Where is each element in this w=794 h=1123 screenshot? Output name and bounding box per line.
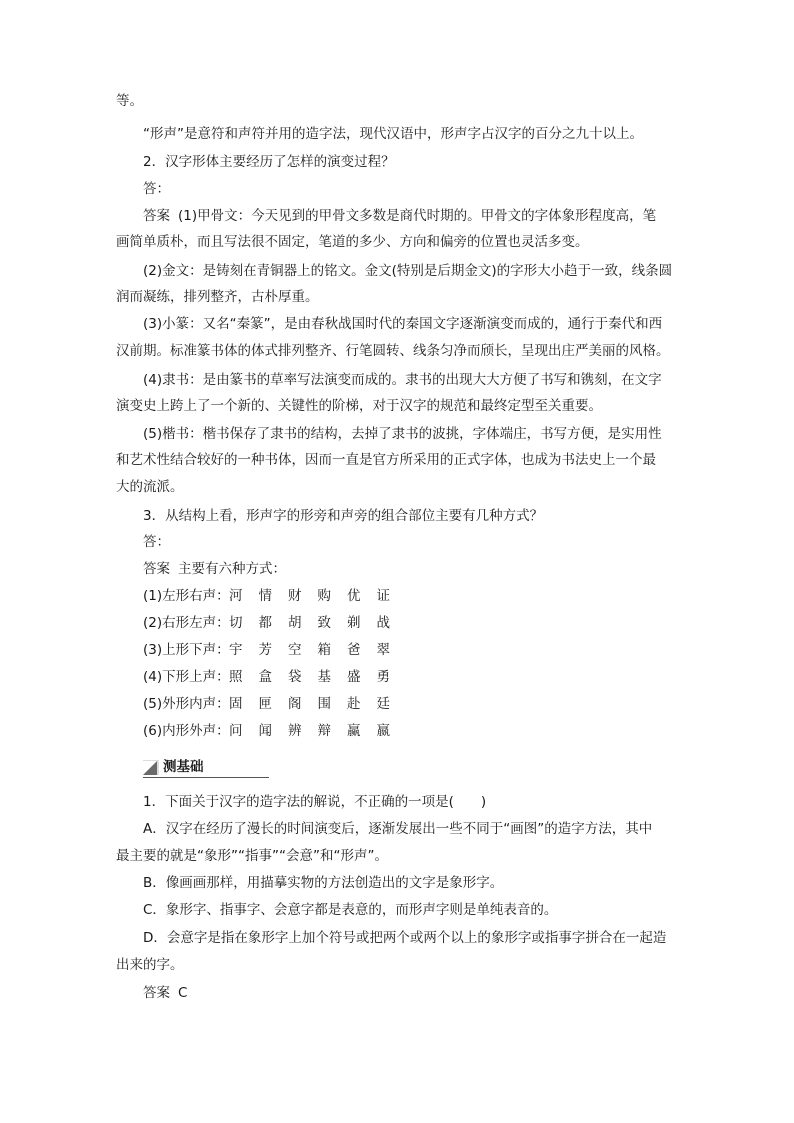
structure-char: 照 xyxy=(229,669,243,685)
structure-char: 基 xyxy=(317,669,331,685)
structure-char: 闻 xyxy=(258,723,272,739)
answer-label: 答案 xyxy=(143,561,170,577)
option-a-cont: 最主要的就是“象形”“指事”“会意”和“形声”。 xyxy=(116,848,388,864)
text-line: 和艺术性结合较好的一种书体，因而一直是官方所采用的正式字体，也成为书法史上一个最 xyxy=(116,452,656,468)
structure-char: 剃 xyxy=(347,615,361,631)
structure-char: 赢 xyxy=(347,723,361,739)
structure-char: 爸 xyxy=(347,642,361,658)
structure-label: (2)右形左声： xyxy=(143,615,230,631)
structure-char: 盛 xyxy=(347,669,361,685)
answer-line xyxy=(143,560,286,578)
structure-row xyxy=(143,587,406,605)
answer-label: 答案 xyxy=(143,208,170,224)
structure-char: 证 xyxy=(376,588,390,604)
answer-text: 主要有六种方式： xyxy=(178,561,286,577)
structure-char: 优 xyxy=(347,588,361,604)
option-b: B．像画画那样，用描摹实物的方法创造出的文字是象形字。 xyxy=(143,875,504,891)
text-line: (5)楷书：楷书保存了隶书的结构，去掉了隶书的波挑，字体端庄，书写方便，是实用性 xyxy=(143,426,662,442)
structure-row xyxy=(143,695,406,713)
structure-label: (1)左形右声： xyxy=(143,588,230,604)
text-line: 演变史上跨上了一个新的、关键性的阶梯，对于汉字的规范和最终定型至关重要。 xyxy=(116,398,602,414)
structure-char: 辨 xyxy=(288,723,302,739)
structure-char: 宇 xyxy=(229,642,243,658)
structure-row xyxy=(143,641,406,659)
answer-text: (1)甲骨文：今天见到的甲骨文多数是商代时期的。甲骨文的字体象形程度高，笔 xyxy=(178,208,657,224)
structure-label: (3)上形下声： xyxy=(143,642,230,658)
structure-char: 赴 xyxy=(347,696,361,712)
answer-text: C xyxy=(178,985,188,1001)
structure-char: 切 xyxy=(229,615,243,631)
triangle-corner-icon xyxy=(143,761,157,775)
question-3: 3．从结构上看，形声字的形旁和声旁的组合部位主要有几种方式？ xyxy=(143,508,544,524)
text-line: 画简单质朴，而且写法很不固定，笔道的多少、方向和偏旁的位置也灵活多变。 xyxy=(116,234,589,250)
answer-prompt: 答： xyxy=(143,534,170,550)
structure-char: 购 xyxy=(317,588,331,604)
text-line: 润而凝练，排列整齐，古朴厚重。 xyxy=(116,289,319,305)
answer-line xyxy=(143,207,656,225)
structure-row xyxy=(143,614,406,632)
structure-char: 阁 xyxy=(288,696,302,712)
text-line: 大的流派。 xyxy=(116,479,184,495)
text-line: 等。 xyxy=(116,93,143,109)
text-line: (2)金文：是铸刻在青铜器上的铭文。金文(特别是后期金文)的字形大小趋于一致，线条圆 xyxy=(143,263,673,279)
section-title: 测基础 xyxy=(163,759,204,775)
structure-char: 廷 xyxy=(376,696,390,712)
structure-label: (5)外形内声： xyxy=(143,696,230,712)
structure-char: 胡 xyxy=(288,615,302,631)
answer-line xyxy=(143,984,187,1002)
question-1: 1．下面关于汉字的造字法的解说，不正确的一项是( ) xyxy=(143,794,487,810)
text-line: 汉前期。标准篆书体的体式排列整齐、行笔圆转、线条匀净而颀长，呈现出庄严美丽的风格。 xyxy=(116,343,670,359)
question-2: 2．汉字形体主要经历了怎样的演变过程？ xyxy=(143,154,395,170)
structure-char: 情 xyxy=(258,588,272,604)
text-line: (4)隶书：是由篆书的草率写法演变而成的。隶书的出现大大方便了书写和镌刻，在文字 xyxy=(143,372,662,388)
structure-char: 勇 xyxy=(376,669,390,685)
structure-char: 匣 xyxy=(258,696,272,712)
answer-prompt: 答： xyxy=(143,181,170,197)
option-d-cont: 出来的字。 xyxy=(116,957,184,973)
structure-label: (6)内形外声： xyxy=(143,723,230,739)
structure-char: 围 xyxy=(317,696,331,712)
text-line: (3)小篆：又名“秦篆”，是由春秋战国时代的秦国文字逐渐演变而成的，通行于秦代和西 xyxy=(143,316,663,332)
option-d: D．会意字是指在象形字上加个符号或把两个或两个以上的象形字或指事字拼合在一起造 xyxy=(143,930,667,946)
structure-char: 嬴 xyxy=(376,723,390,739)
structure-char: 河 xyxy=(229,588,243,604)
structure-char: 固 xyxy=(229,696,243,712)
structure-row xyxy=(143,722,406,740)
structure-char: 致 xyxy=(317,615,331,631)
section-heading xyxy=(143,758,269,778)
structure-char: 问 xyxy=(229,723,243,739)
option-a: A．汉字在经历了漫长的时间演变后，逐渐发展出一些不同于“画图”的造字方法，其中 xyxy=(143,821,653,837)
structure-char: 辩 xyxy=(317,723,331,739)
text-line: “形声”是意符和声符并用的造字法，现代汉语中，形声字占汉字的百分之九十以上。 xyxy=(143,126,643,142)
structure-char: 翠 xyxy=(376,642,390,658)
structure-char: 都 xyxy=(258,615,272,631)
structure-char: 空 xyxy=(288,642,302,658)
structure-char: 战 xyxy=(376,615,390,631)
structure-char: 箱 xyxy=(317,642,331,658)
structure-char: 袋 xyxy=(288,669,302,685)
structure-char: 盒 xyxy=(258,669,272,685)
option-c: C．象形字、指事字、会意字都是表意的，而形声字则是单纯表音的。 xyxy=(143,902,558,918)
structure-label: (4)下形上声： xyxy=(143,669,230,685)
structure-char: 芳 xyxy=(258,642,272,658)
structure-row xyxy=(143,668,406,686)
answer-label: 答案 xyxy=(143,985,170,1001)
structure-char: 财 xyxy=(288,588,302,604)
